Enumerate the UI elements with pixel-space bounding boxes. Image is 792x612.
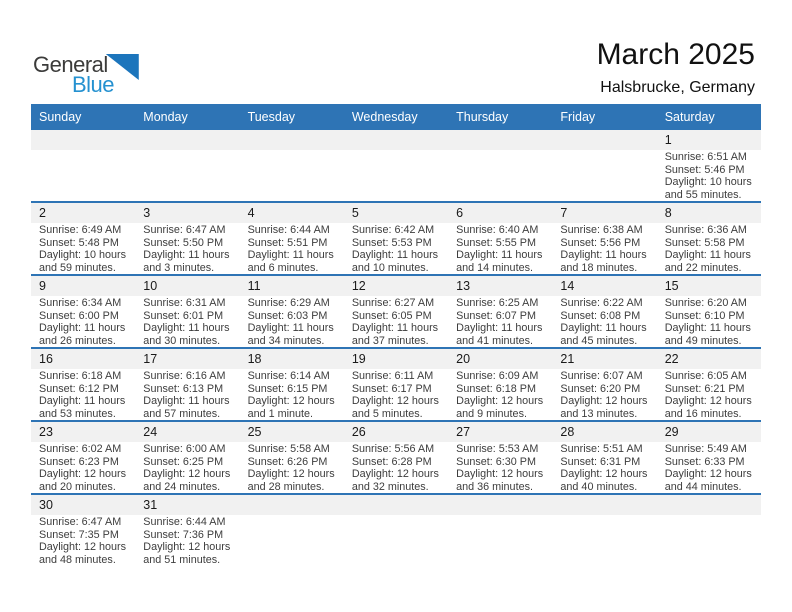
daylight-line-2: and 37 minutes.: [351, 335, 429, 347]
sunset-line: Sunset: 6:08 PM: [560, 309, 641, 322]
daylight-line-1: Daylight: 12 hours: [143, 468, 231, 481]
week-row: [31, 349, 761, 422]
day-details: [448, 150, 552, 201]
day-cell: [344, 276, 448, 347]
calendar-table: [31, 104, 761, 566]
sunrise-line: Sunrise: 6:07 AM: [560, 370, 643, 382]
day-cell: [448, 495, 552, 566]
sunset-line: Sunset: 6:07 PM: [456, 309, 536, 322]
daylight-line-2: and 3 minutes.: [143, 262, 215, 274]
sunrise-line: Sunrise: 5:58 AM: [247, 443, 330, 455]
daylight-line-1: Daylight: 11 hours: [247, 322, 334, 335]
day-cell: [135, 276, 239, 347]
daylight-line-1: Daylight: 12 hours: [247, 468, 335, 481]
day-number: 10: [135, 276, 239, 296]
daylight-line-2: and 22 minutes.: [664, 262, 742, 274]
sunset-line: Sunset: 6:17 PM: [351, 382, 432, 395]
day-details: [240, 296, 344, 347]
day-details: [448, 369, 552, 420]
day-number: [448, 495, 552, 515]
day-details: [344, 442, 448, 493]
sunrise-line: Sunrise: 6:44 AM: [143, 516, 226, 528]
sunset-line: Sunset: 6:31 PM: [560, 455, 641, 468]
sunset-line: Sunset: 6:30 PM: [456, 455, 536, 468]
daylight-line-2: and 16 minutes.: [664, 408, 742, 420]
day-cell: [31, 495, 135, 566]
daylight-line-2: and 36 minutes.: [456, 481, 533, 493]
day-cell: [448, 203, 552, 274]
day-cell: [31, 130, 135, 201]
day-details: [344, 223, 448, 274]
daylight-line-1: Daylight: 12 hours: [351, 468, 439, 481]
day-details: [552, 296, 656, 347]
sunset-line: Sunset: 5:50 PM: [143, 236, 224, 249]
general-blue-logo: [33, 52, 163, 102]
day-number: [657, 495, 761, 515]
day-number: 19: [344, 349, 448, 369]
sunrise-line: Sunrise: 6:18 AM: [39, 370, 122, 382]
day-details: [344, 296, 448, 347]
sunset-line: Sunset: 6:10 PM: [664, 309, 745, 322]
weekday-label: Tuesday: [247, 110, 296, 124]
sunrise-line: Sunrise: 5:49 AM: [664, 443, 747, 455]
daylight-line-2: and 9 minutes.: [456, 408, 527, 420]
day-details: [135, 442, 239, 493]
sunrise-line: Sunrise: 5:53 AM: [456, 443, 539, 455]
sunrise-line: Sunrise: 6:05 AM: [664, 370, 747, 382]
daylight-line-1: Daylight: 11 hours: [664, 249, 751, 262]
sunrise-line: Sunrise: 6:44 AM: [247, 224, 330, 236]
logo-text-general: General: [33, 52, 108, 77]
weekday-header-row: [31, 104, 761, 130]
day-number: 22: [657, 349, 761, 369]
location-subtitle: Halsbrucke, Germany: [600, 79, 755, 96]
daylight-line-1: Daylight: 11 hours: [664, 322, 751, 335]
day-number: 17: [135, 349, 239, 369]
sunrise-line: Sunrise: 6:34 AM: [39, 297, 122, 309]
sunset-line: Sunset: 5:46 PM: [664, 163, 745, 176]
sunrise-line: Sunrise: 6:22 AM: [560, 297, 643, 309]
calendar-grid: [31, 130, 761, 566]
sunset-line: Sunset: 5:55 PM: [456, 236, 536, 249]
daylight-line-1: Daylight: 12 hours: [560, 468, 648, 481]
day-number: 15: [657, 276, 761, 296]
day-cell: [552, 349, 656, 420]
day-cell: [552, 276, 656, 347]
daylight-line-1: Daylight: 12 hours: [39, 541, 127, 554]
day-details: [448, 442, 552, 493]
day-number: [135, 130, 239, 150]
day-details: [448, 515, 552, 566]
day-details: [448, 223, 552, 274]
sunset-line: Sunset: 6:28 PM: [351, 455, 432, 468]
day-details: [240, 150, 344, 201]
day-number: 13: [448, 276, 552, 296]
sunset-line: Sunset: 6:23 PM: [39, 455, 119, 468]
sunrise-line: Sunrise: 6:02 AM: [39, 443, 122, 455]
day-cell: [657, 276, 761, 347]
day-cell: [344, 203, 448, 274]
daylight-line-2: and 14 minutes.: [456, 262, 533, 274]
day-cell: [31, 422, 135, 493]
day-details: [657, 515, 761, 566]
day-details: [657, 442, 761, 493]
day-cell: [31, 349, 135, 420]
day-details: [344, 515, 448, 566]
daylight-line-2: and 40 minutes.: [560, 481, 638, 493]
sunrise-line: Sunrise: 6:31 AM: [143, 297, 226, 309]
sunset-line: Sunset: 6:00 PM: [39, 309, 119, 322]
daylight-line-1: Daylight: 11 hours: [247, 249, 334, 262]
day-details: [657, 223, 761, 274]
day-number: 31: [135, 495, 239, 515]
day-number: 18: [240, 349, 344, 369]
sunset-line: Sunset: 5:53 PM: [351, 236, 432, 249]
logo-text-blue: Blue: [72, 72, 115, 97]
day-number: 2: [31, 203, 135, 223]
daylight-line-2: and 49 minutes.: [664, 335, 742, 347]
day-cell: [135, 349, 239, 420]
day-number: 12: [344, 276, 448, 296]
sunrise-line: Sunrise: 6:51 AM: [664, 151, 747, 163]
daylight-line-1: Daylight: 11 hours: [143, 395, 230, 408]
sunrise-line: Sunrise: 6:49 AM: [39, 224, 122, 236]
week-row: [31, 203, 761, 276]
day-number: 28: [552, 422, 656, 442]
day-number: 25: [240, 422, 344, 442]
day-cell: [552, 203, 656, 274]
daylight-line-2: and 57 minutes.: [143, 408, 221, 420]
day-cell: [657, 203, 761, 274]
sunset-line: Sunset: 7:36 PM: [143, 528, 224, 541]
day-details: [657, 296, 761, 347]
day-number: [240, 495, 344, 515]
daylight-line-2: and 13 minutes.: [560, 408, 638, 420]
daylight-line-2: and 48 minutes.: [39, 554, 116, 566]
day-cell: [657, 130, 761, 201]
day-cell: [135, 130, 239, 201]
weekday-label: Saturday: [664, 110, 715, 124]
daylight-line-1: Daylight: 12 hours: [247, 395, 335, 408]
day-cell: [552, 130, 656, 201]
day-details: [31, 150, 135, 201]
day-details: [31, 442, 135, 493]
weekday-label: Friday: [560, 110, 596, 124]
sunrise-line: Sunrise: 6:20 AM: [664, 297, 747, 309]
sunset-line: Sunset: 6:03 PM: [247, 309, 328, 322]
daylight-line-2: and 24 minutes.: [143, 481, 221, 493]
daylight-line-2: and 6 minutes.: [247, 262, 319, 274]
day-details: [552, 442, 656, 493]
day-number: 7: [552, 203, 656, 223]
day-cell: [31, 276, 135, 347]
daylight-line-2: and 28 minutes.: [247, 481, 325, 493]
day-number: 29: [657, 422, 761, 442]
day-details: [31, 296, 135, 347]
daylight-line-1: Daylight: 11 hours: [351, 322, 439, 335]
daylight-line-1: Daylight: 11 hours: [560, 249, 647, 262]
day-cell: [31, 203, 135, 274]
sunrise-line: Sunrise: 5:51 AM: [560, 443, 643, 455]
day-details: [135, 223, 239, 274]
day-number: [552, 130, 656, 150]
day-details: [552, 223, 656, 274]
day-details: [240, 223, 344, 274]
daylight-line-2: and 10 minutes.: [351, 262, 429, 274]
daylight-line-2: and 44 minutes.: [664, 481, 742, 493]
day-cell: [135, 422, 239, 493]
daylight-line-2: and 26 minutes.: [39, 335, 116, 347]
day-number: 4: [240, 203, 344, 223]
daylight-line-1: Daylight: 12 hours: [456, 395, 544, 408]
daylight-line-1: Daylight: 12 hours: [351, 395, 439, 408]
day-cell: [344, 422, 448, 493]
day-number: 24: [135, 422, 239, 442]
day-number: 1: [657, 130, 761, 150]
sunrise-line: Sunrise: 6:27 AM: [351, 297, 435, 309]
weekday-label: Sunday: [39, 110, 82, 124]
daylight-line-2: and 1 minute.: [247, 408, 313, 420]
sunset-line: Sunset: 6:05 PM: [351, 309, 432, 322]
day-cell: [657, 495, 761, 566]
day-number: 30: [31, 495, 135, 515]
weekday-label: Wednesday: [351, 110, 418, 124]
day-number: [31, 130, 135, 150]
day-cell: [135, 203, 239, 274]
day-details: [135, 369, 239, 420]
daylight-line-1: Daylight: 11 hours: [39, 322, 126, 335]
daylight-line-1: Daylight: 12 hours: [664, 468, 752, 481]
sunset-line: Sunset: 6:15 PM: [247, 382, 328, 395]
daylight-line-2: and 51 minutes.: [143, 554, 221, 566]
day-details: [31, 369, 135, 420]
sunset-line: Sunset: 6:33 PM: [664, 455, 745, 468]
day-cell: [552, 495, 656, 566]
day-number: [552, 495, 656, 515]
day-number: 14: [552, 276, 656, 296]
day-details: [657, 150, 761, 201]
day-cell: [344, 349, 448, 420]
day-cell: [344, 495, 448, 566]
sunset-line: Sunset: 6:12 PM: [39, 382, 119, 395]
daylight-line-2: and 53 minutes.: [39, 408, 116, 420]
day-number: 21: [552, 349, 656, 369]
day-cell: [657, 422, 761, 493]
daylight-line-2: and 55 minutes.: [664, 189, 742, 201]
sunrise-line: Sunrise: 6:29 AM: [247, 297, 330, 309]
day-details: [657, 369, 761, 420]
daylight-line-1: Daylight: 11 hours: [351, 249, 439, 262]
sunset-line: Sunset: 6:01 PM: [143, 309, 224, 322]
daylight-line-2: and 5 minutes.: [351, 408, 423, 420]
sunrise-line: Sunrise: 6:42 AM: [351, 224, 435, 236]
day-cell: [448, 130, 552, 201]
day-cell: [240, 495, 344, 566]
sunrise-line: Sunrise: 6:47 AM: [39, 516, 122, 528]
day-cell: [240, 203, 344, 274]
sunrise-line: Sunrise: 6:40 AM: [456, 224, 539, 236]
sunrise-line: Sunrise: 6:25 AM: [456, 297, 539, 309]
sunset-line: Sunset: 6:18 PM: [456, 382, 536, 395]
weekday-label: Thursday: [456, 110, 509, 124]
daylight-line-2: and 59 minutes.: [39, 262, 116, 274]
day-number: 5: [344, 203, 448, 223]
day-cell: [135, 495, 239, 566]
weekday-label: Monday: [143, 110, 188, 124]
daylight-line-1: Daylight: 11 hours: [456, 322, 543, 335]
week-row: [31, 422, 761, 495]
day-number: [240, 130, 344, 150]
day-details: [552, 515, 656, 566]
sunset-line: Sunset: 5:58 PM: [664, 236, 745, 249]
daylight-line-1: Daylight: 10 hours: [39, 249, 127, 262]
day-number: [344, 495, 448, 515]
sunrise-line: Sunrise: 6:14 AM: [247, 370, 330, 382]
day-cell: [552, 422, 656, 493]
sunrise-line: Sunrise: 6:36 AM: [664, 224, 747, 236]
daylight-line-1: Daylight: 12 hours: [143, 541, 231, 554]
sunrise-line: Sunrise: 6:09 AM: [456, 370, 539, 382]
day-details: [135, 296, 239, 347]
day-number: 23: [31, 422, 135, 442]
sunset-line: Sunset: 6:20 PM: [560, 382, 641, 395]
sunset-line: Sunset: 5:56 PM: [560, 236, 641, 249]
day-number: [448, 130, 552, 150]
day-details: [448, 296, 552, 347]
sunset-line: Sunset: 5:48 PM: [39, 236, 119, 249]
daylight-line-2: and 32 minutes.: [351, 481, 429, 493]
day-cell: [448, 422, 552, 493]
day-number: 11: [240, 276, 344, 296]
daylight-line-1: Daylight: 11 hours: [456, 249, 543, 262]
daylight-line-2: and 30 minutes.: [143, 335, 221, 347]
day-details: [135, 515, 239, 566]
sunset-line: Sunset: 6:25 PM: [143, 455, 224, 468]
sunrise-line: Sunrise: 6:47 AM: [143, 224, 226, 236]
day-number: 27: [448, 422, 552, 442]
day-cell: [344, 130, 448, 201]
day-number: 3: [135, 203, 239, 223]
week-row: [31, 495, 761, 566]
day-details: [240, 442, 344, 493]
sunset-line: Sunset: 6:21 PM: [664, 382, 745, 395]
day-cell: [448, 349, 552, 420]
daylight-line-1: Daylight: 12 hours: [664, 395, 752, 408]
sunrise-line: Sunrise: 6:11 AM: [351, 370, 434, 382]
daylight-line-2: and 41 minutes.: [456, 335, 533, 347]
sunset-line: Sunset: 6:13 PM: [143, 382, 224, 395]
day-details: [31, 223, 135, 274]
day-details: [552, 369, 656, 420]
daylight-line-1: Daylight: 11 hours: [560, 322, 647, 335]
sunrise-line: Sunrise: 6:38 AM: [560, 224, 643, 236]
sunrise-line: Sunrise: 6:00 AM: [143, 443, 226, 455]
daylight-line-1: Daylight: 11 hours: [143, 322, 230, 335]
day-cell: [240, 422, 344, 493]
day-number: 9: [31, 276, 135, 296]
daylight-line-1: Daylight: 12 hours: [456, 468, 544, 481]
week-row: [31, 130, 761, 203]
day-details: [135, 150, 239, 201]
day-details: [31, 515, 135, 566]
day-number: 16: [31, 349, 135, 369]
daylight-line-1: Daylight: 12 hours: [560, 395, 648, 408]
daylight-line-2: and 34 minutes.: [247, 335, 325, 347]
sunrise-line: Sunrise: 5:56 AM: [351, 443, 435, 455]
daylight-line-2: and 20 minutes.: [39, 481, 116, 493]
sunset-line: Sunset: 5:51 PM: [247, 236, 328, 249]
day-details: [240, 369, 344, 420]
page-title: March 2025: [596, 38, 755, 71]
day-number: 26: [344, 422, 448, 442]
day-cell: [240, 276, 344, 347]
daylight-line-1: Daylight: 11 hours: [143, 249, 230, 262]
sunset-line: Sunset: 7:35 PM: [39, 528, 119, 541]
day-details: [344, 150, 448, 201]
day-details: [552, 150, 656, 201]
sunrise-line: Sunrise: 6:16 AM: [143, 370, 226, 382]
day-number: 6: [448, 203, 552, 223]
sunset-line: Sunset: 6:26 PM: [247, 455, 328, 468]
day-cell: [240, 130, 344, 201]
day-details: [344, 369, 448, 420]
daylight-line-2: and 45 minutes.: [560, 335, 638, 347]
daylight-line-1: Daylight: 12 hours: [39, 468, 127, 481]
daylight-line-1: Daylight: 11 hours: [39, 395, 126, 408]
day-number: [344, 130, 448, 150]
day-details: [240, 515, 344, 566]
day-number: 20: [448, 349, 552, 369]
day-cell: [240, 349, 344, 420]
day-number: 8: [657, 203, 761, 223]
week-row: [31, 276, 761, 349]
daylight-line-1: Daylight: 10 hours: [664, 176, 752, 189]
daylight-line-2: and 18 minutes.: [560, 262, 638, 274]
day-cell: [448, 276, 552, 347]
day-cell: [657, 349, 761, 420]
